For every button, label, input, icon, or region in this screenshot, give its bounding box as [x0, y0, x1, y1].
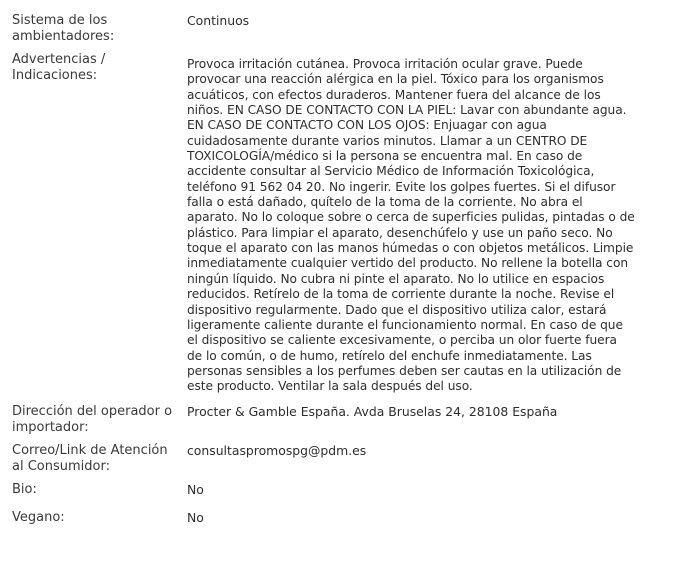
spec-label: Sistema de los ambientadores: — [12, 13, 115, 44]
spec-label: Bio: — [12, 482, 37, 497]
spec-value: Provoca irritación cutánea. Provoca irritación ocular grave. Puede provocar una reacción alérgica en la piel. Tóxico para los organismos acuáticos, con efectos duraderos. Mantener fuera del alcance de los niños. EN CASO DE CONTACTO CON LA PIEL: Lavar con abundante agua. EN CASO DE CONTACTO CON LOS OJOS: Enjuagar con agua cuidadosamente durante varios minutos. Llamar a un CENTRO DE TOXICOLOGÍA/médico si la persona se encuentra mal. En caso de accidente consultar al Servicio Médico de Información Toxicológica, teléfono 91 562 04 20. No ingerir. Evite los golpes fuertes. Si el difusor falla o está dañado, quítelo de la toma de la corriente. No abra el aparato. No lo coloque sobre o cerca de superficies pulidas, pintadas o de plástico. Para limpiar el aparato, desenchúfelo y use un paño seco. No toque el aparato con las manos húmedas o con objetos metálicos. Limpie inmediatamente cualquier vertido del producto. No rellene la botella con ningún líquido. No cubra ni pinte el aparato. No lo utilice en espacios reducidos. Retírelo de la toma de corriente durante la noche. Revise el dispositivo regularmente. Dado que el dispositivo utiliza calor, estará ligeramente caliente durante el funcionamiento normal. En caso de que el dispositivo se caliente excesivamente, o perciba un olor fuerte fuera de lo común, o de humo, retírelo del enchufe inmediatamente. Las personas sensibles a los perfumes deben ser cautas en la utilización de este producto. Ventilar la sala después del uso. — [187, 57, 635, 394]
spec-value: Procter & Gamble España. Avda Bruselas 24, 28108 España — [187, 404, 558, 419]
spec-value: Continuos — [187, 13, 250, 28]
spec-label: Dirección del operador o importador: — [12, 404, 173, 435]
spec-label: Advertencias / Indicaciones: — [12, 52, 106, 83]
spec-value: No — [187, 510, 204, 525]
spec-value: No — [187, 482, 204, 497]
spec-label: Correo/Link de Atención al Consumidor: — [12, 443, 168, 474]
spec-label: Vegano: — [12, 510, 65, 525]
spec-value: consultaspromospg@pdm.es — [187, 443, 367, 458]
